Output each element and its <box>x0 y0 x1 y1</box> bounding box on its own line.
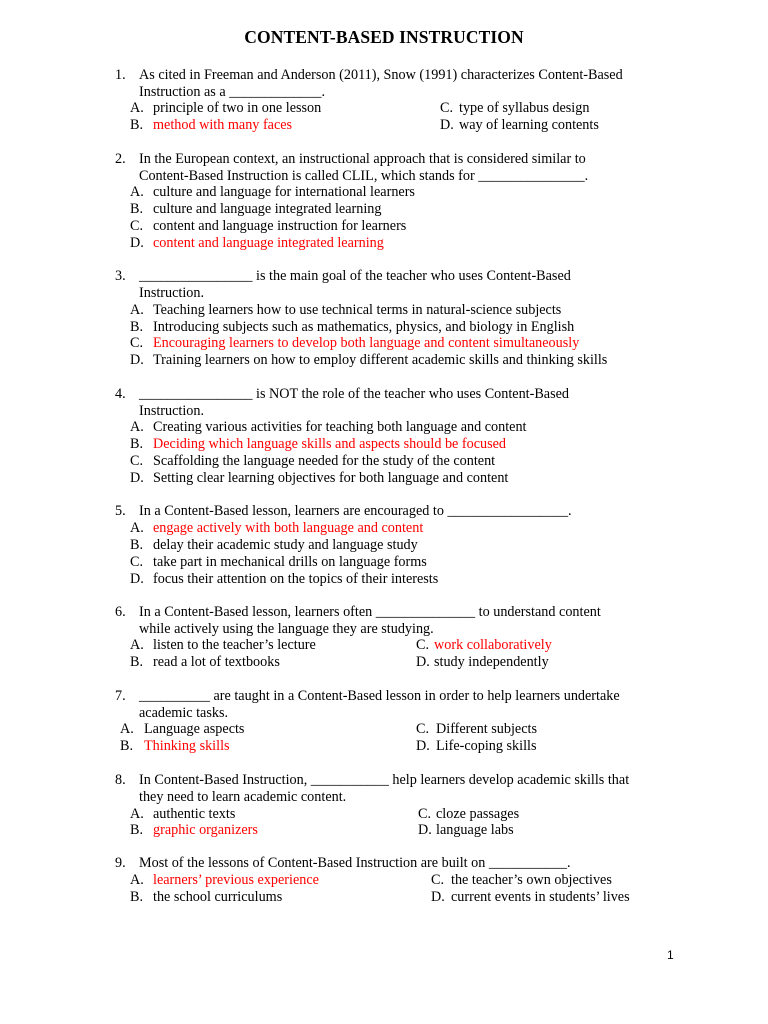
question-4-option-b-letter: B. <box>130 436 144 452</box>
question-9-option-c-letter: C. <box>431 872 445 888</box>
question-5-option-d-letter: D. <box>130 571 144 587</box>
question-6-option-c-letter: C. <box>416 637 430 653</box>
question-8-option-a: authentic texts <box>153 806 236 822</box>
question-7-option-b: Thinking skills <box>144 738 230 754</box>
question-8-option-c: cloze passages <box>436 806 520 822</box>
question-8-number: 8. <box>115 772 126 788</box>
question-1-stem-line: Instruction as a _____________. <box>139 84 325 100</box>
question-6-option-d-letter: D. <box>416 654 430 670</box>
document-title: CONTENT-BASED INSTRUCTION <box>244 27 524 47</box>
question-5-option-c: take part in mechanical drills on language forms <box>153 554 427 570</box>
question-1-option-b-letter: B. <box>130 117 144 133</box>
question-4-number: 4. <box>115 386 126 402</box>
question-7-option-d: Life-coping skills <box>436 738 537 754</box>
question-4-option-c: Scaffolding the language needed for the study of the content <box>153 453 496 469</box>
question-1-number: 1. <box>115 67 126 83</box>
question-6-stem-line: In a Content-Based lesson, learners often ______________ to understand content <box>139 604 601 620</box>
question-1-option-d: way of learning contents <box>459 117 599 133</box>
question-4-option-c-letter: C. <box>130 453 144 469</box>
question-7-number: 7. <box>115 688 126 704</box>
question-2-option-d-letter: D. <box>130 235 144 251</box>
question-2-stem-line: Content-Based Instruction is called CLIL, which stands for _______________. <box>139 168 589 184</box>
question-4-option-a: Creating various activities for teaching both language and content <box>153 419 527 435</box>
question-3-option-c-letter: C. <box>130 335 144 351</box>
question-8-option-d: language labs <box>436 822 514 838</box>
question-3-option-b: Introducing subjects such as mathematics, physics, and biology in English <box>153 319 575 335</box>
page-number: 1 <box>667 948 674 962</box>
question-7-option-a-letter: A. <box>120 721 134 737</box>
question-7-option-c: Different subjects <box>436 721 537 737</box>
question-9-option-b: the school curriculums <box>153 889 283 905</box>
question-5-option-a: engage actively with both language and content <box>153 520 424 536</box>
question-2-option-c: content and language instruction for learners <box>153 218 407 234</box>
question-3-stem-line: Instruction. <box>139 285 205 301</box>
question-9-option-b-letter: B. <box>130 889 144 905</box>
question-1-option-b: method with many faces <box>153 117 293 133</box>
question-4-stem-line: ________________ is NOT the role of the teacher who uses Content-Based <box>139 386 570 402</box>
question-6-option-a: listen to the teacher’s lecture <box>153 637 316 653</box>
question-7-option-b-letter: B. <box>120 738 134 754</box>
question-2-option-a: culture and language for international learners <box>153 184 415 200</box>
question-9-option-d-letter: D. <box>431 889 445 905</box>
question-4-option-d: Setting clear learning objectives for both language and content <box>153 470 509 486</box>
question-6-option-b: read a lot of textbooks <box>153 654 280 670</box>
question-1-stem-line: As cited in Freeman and Anderson (2011), Snow (1991) characterizes Content-Based <box>139 67 623 83</box>
question-2-option-a-letter: A. <box>130 184 144 200</box>
question-3-number: 3. <box>115 268 126 284</box>
question-5-option-a-letter: A. <box>130 520 144 536</box>
question-1-option-a-letter: A. <box>130 100 144 116</box>
question-7-option-d-letter: D. <box>416 738 430 754</box>
question-7-option-a: Language aspects <box>144 721 245 737</box>
question-9-stem-line: Most of the lessons of Content-Based Instruction are built on ___________. <box>139 855 571 871</box>
question-1-option-c: type of syllabus design <box>459 100 590 116</box>
question-3-option-d: Training learners on how to employ different academic skills and thinking skills <box>153 352 608 368</box>
question-8-option-c-letter: C. <box>418 806 432 822</box>
question-8-option-b-letter: B. <box>130 822 144 838</box>
question-7-stem-line: academic tasks. <box>139 705 229 721</box>
question-3-option-c: Encouraging learners to develop both language and content simultaneously <box>153 335 580 351</box>
question-4-option-b: Deciding which language skills and aspects should be focused <box>153 436 507 452</box>
question-8-option-d-letter: D. <box>418 822 432 838</box>
question-7-option-c-letter: C. <box>416 721 430 737</box>
question-9-option-c: the teacher’s own objectives <box>451 872 612 888</box>
question-2-number: 2. <box>115 151 126 167</box>
question-3-option-a-letter: A. <box>130 302 144 318</box>
question-8-option-a-letter: A. <box>130 806 144 822</box>
question-6-option-d: study independently <box>434 654 549 670</box>
question-9-option-a-letter: A. <box>130 872 144 888</box>
question-3-option-d-letter: D. <box>130 352 144 368</box>
question-4-option-a-letter: A. <box>130 419 144 435</box>
question-4-stem-line: Instruction. <box>139 403 205 419</box>
question-1-option-a: principle of two in one lesson <box>153 100 322 116</box>
question-8-stem-line: In Content-Based Instruction, ___________ help learners develop academic skills that <box>139 772 630 788</box>
question-7-stem-line: __________ are taught in a Content-Based lesson in order to help learners undertake <box>139 688 620 704</box>
question-9-option-d: current events in students’ lives <box>451 889 630 905</box>
question-5-option-b-letter: B. <box>130 537 144 553</box>
question-6-number: 6. <box>115 604 126 620</box>
question-2-option-b-letter: B. <box>130 201 144 217</box>
question-8-option-b: graphic organizers <box>153 822 258 838</box>
question-6-option-a-letter: A. <box>130 637 144 653</box>
question-6-option-c: work collaboratively <box>434 637 552 653</box>
question-6-stem-line: while actively using the language they are studying. <box>139 621 434 637</box>
question-4-option-d-letter: D. <box>130 470 144 486</box>
question-9-number: 9. <box>115 855 126 871</box>
question-5-stem-line: In a Content-Based lesson, learners are encouraged to _________________. <box>139 503 572 519</box>
question-1-option-d-letter: D. <box>440 117 454 133</box>
question-5-number: 5. <box>115 503 126 519</box>
question-2-stem-line: In the European context, an instructional approach that is considered similar to <box>139 151 586 167</box>
question-8-stem-line: they need to learn academic content. <box>139 789 347 805</box>
question-3-option-b-letter: B. <box>130 319 144 335</box>
question-6-option-b-letter: B. <box>130 654 144 670</box>
question-5-option-c-letter: C. <box>130 554 144 570</box>
question-9-option-a: learners’ previous experience <box>153 872 319 888</box>
question-1-option-c-letter: C. <box>440 100 454 116</box>
question-3-stem-line: ________________ is the main goal of the teacher who uses Content-Based <box>139 268 571 284</box>
question-5-option-d: focus their attention on the topics of their interests <box>153 571 439 587</box>
question-2-option-d: content and language integrated learning <box>153 235 384 251</box>
question-5-option-b: delay their academic study and language study <box>153 537 418 553</box>
question-2-option-c-letter: C. <box>130 218 144 234</box>
question-3-option-a: Teaching learners how to use technical terms in natural-science subjects <box>153 302 562 318</box>
question-2-option-b: culture and language integrated learning <box>153 201 382 217</box>
